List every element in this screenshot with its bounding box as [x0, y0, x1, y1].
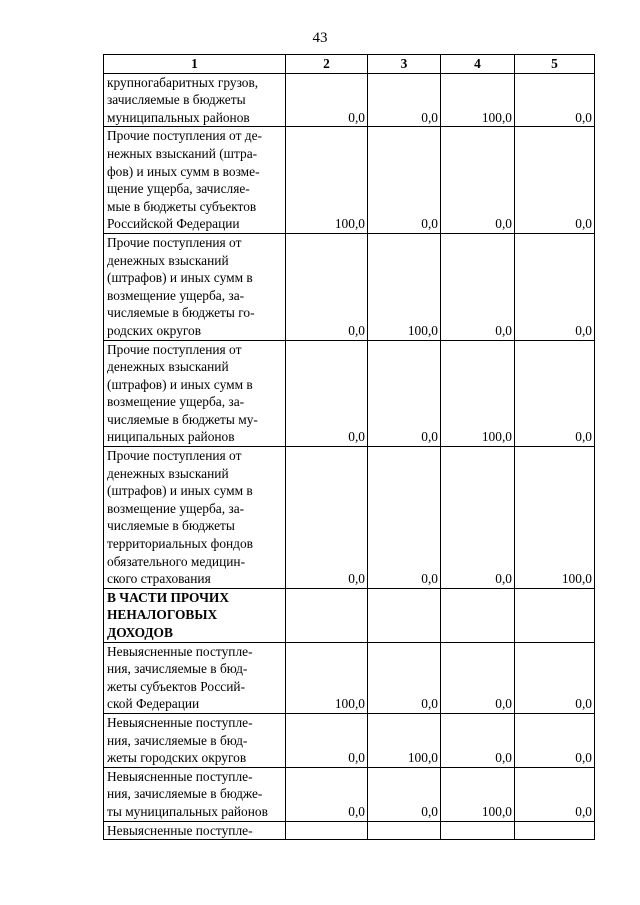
table-row: [104, 73, 595, 127]
share-value-col-3: 0,0: [368, 340, 441, 447]
description-line: нежных взысканий (штра-: [107, 145, 258, 161]
description-line: Прочие поступления от: [107, 341, 242, 357]
share-value-col-4: 100,0: [441, 73, 515, 127]
description-line: Прочие поступления от: [107, 448, 242, 464]
share-value-col-5: [515, 821, 595, 840]
share-value-col-4: 0,0: [441, 233, 515, 340]
description-line: (штрафов) и иных сумм в: [107, 483, 253, 499]
description-line: жеты городских округов: [107, 750, 247, 766]
description-line: числяемые в бюджеты: [107, 518, 235, 534]
description-line: жеты субъектов Россий-: [107, 678, 246, 694]
share-value-col-4: 100,0: [441, 340, 515, 447]
share-value-col-2: 0,0: [286, 73, 368, 127]
description-line: мые в бюджеты субъектов: [107, 198, 257, 214]
description-line: денежных взысканий: [107, 465, 229, 481]
table-header-row: [104, 55, 595, 74]
description-line: ской Федерации: [107, 696, 200, 712]
description-line: числяемые в бюджеты му-: [107, 411, 258, 427]
table-row: [104, 713, 595, 767]
description-line: ты муниципальных районов: [107, 803, 268, 819]
share-value-col-2: 0,0: [286, 713, 368, 767]
table-row: [104, 127, 595, 234]
description-line: денежных взысканий: [107, 359, 229, 375]
description-line: (штрафов) и иных сумм в: [107, 270, 253, 286]
description-line: ского страхования: [107, 571, 211, 587]
share-value-col-2: 100,0: [286, 642, 368, 713]
description-line: фов) и иных сумм в возме-: [107, 163, 260, 179]
share-value-col-3: [368, 588, 441, 642]
revenue-description: [104, 767, 286, 821]
revenue-description: [104, 447, 286, 589]
revenue-description: [104, 588, 286, 642]
revenue-description: [104, 713, 286, 767]
description-line: Российской Федерации: [107, 216, 240, 232]
page-number: 43: [312, 30, 328, 46]
description-line: крупногабаритных грузов,: [107, 74, 259, 90]
share-value-col-4: 0,0: [441, 713, 515, 767]
description-line: ниципальных районов: [107, 429, 235, 445]
share-value-col-4: 0,0: [441, 127, 515, 234]
column-header-4: 4: [441, 55, 515, 74]
description-line: ния, зачисляемые в бюд-: [107, 732, 248, 748]
share-value-col-2: 0,0: [286, 340, 368, 447]
revenue-description: [104, 821, 286, 840]
description-line: обязательного медицин-: [107, 553, 246, 569]
description-line: щение ущерба, зачисляе-: [107, 181, 250, 197]
revenue-description: [104, 642, 286, 713]
description-line: В ЧАСТИ ПРОЧИХ: [107, 589, 229, 605]
share-value-col-5: 0,0: [515, 73, 595, 127]
description-line: ния, зачисляемые в бюдже-: [107, 786, 263, 802]
budget-distribution-table: [103, 54, 595, 840]
description-line: (штрафов) и иных сумм в: [107, 376, 253, 392]
share-value-col-3: 0,0: [368, 767, 441, 821]
share-value-col-5: 0,0: [515, 127, 595, 234]
share-value-col-5: 0,0: [515, 233, 595, 340]
share-value-col-5: 0,0: [515, 767, 595, 821]
share-value-col-4: 0,0: [441, 447, 515, 589]
description-line: возмещение ущерба, за-: [107, 394, 245, 410]
share-value-col-3: 100,0: [368, 233, 441, 340]
description-line: Невыясненные поступле-: [107, 822, 253, 838]
description-line: ния, зачисляемые в бюд-: [107, 661, 248, 677]
table-row: [104, 767, 595, 821]
description-line: Невыясненные поступле-: [107, 768, 253, 784]
column-header-3: 3: [368, 55, 441, 74]
share-value-col-3: 0,0: [368, 127, 441, 234]
column-header-1: 1: [104, 55, 286, 74]
table-row: [104, 340, 595, 447]
share-value-col-3: 0,0: [368, 447, 441, 589]
description-line: Невыясненные поступле-: [107, 643, 253, 659]
share-value-col-3: [368, 821, 441, 840]
share-value-col-2: [286, 588, 368, 642]
share-value-col-5: 0,0: [515, 642, 595, 713]
share-value-col-2: 0,0: [286, 447, 368, 589]
share-value-col-4: [441, 821, 515, 840]
description-line: родских округов: [107, 322, 202, 338]
description-line: Невыясненные поступле-: [107, 714, 253, 730]
share-value-col-4: 100,0: [441, 767, 515, 821]
description-line: НЕНАЛОГОВЫХ: [107, 607, 218, 623]
share-value-col-2: 0,0: [286, 767, 368, 821]
share-value-col-3: 0,0: [368, 642, 441, 713]
description-line: территориальных фондов: [107, 536, 254, 552]
share-value-col-5: 100,0: [515, 447, 595, 589]
share-value-col-2: 100,0: [286, 127, 368, 234]
revenue-description: [104, 127, 286, 234]
revenue-description: [104, 340, 286, 447]
description-line: Прочие поступления от де-: [107, 128, 262, 144]
revenue-description: [104, 233, 286, 340]
section-heading-row: [104, 588, 595, 642]
description-line: зачисляемые в бюджеты: [107, 92, 246, 108]
share-value-col-2: 0,0: [286, 233, 368, 340]
share-value-col-4: 0,0: [441, 642, 515, 713]
table-row: [104, 447, 595, 589]
share-value-col-5: [515, 588, 595, 642]
table-row: [104, 642, 595, 713]
revenue-description: [104, 73, 286, 127]
table-row: [104, 233, 595, 340]
description-line: денежных взысканий: [107, 252, 229, 268]
share-value-col-3: 100,0: [368, 713, 441, 767]
description-line: возмещение ущерба, за-: [107, 287, 245, 303]
share-value-col-3: 0,0: [368, 73, 441, 127]
description-line: числяемые в бюджеты го-: [107, 305, 255, 321]
description-line: возмещение ущерба, за-: [107, 500, 245, 516]
share-value-col-5: 0,0: [515, 340, 595, 447]
description-line: Прочие поступления от: [107, 234, 242, 250]
column-header-2: 2: [286, 55, 368, 74]
share-value-col-5: 0,0: [515, 713, 595, 767]
table-row: [104, 821, 595, 840]
description-line: ДОХОДОВ: [107, 625, 173, 640]
description-line: муниципальных районов: [107, 109, 250, 125]
share-value-col-4: [441, 588, 515, 642]
column-header-5: 5: [515, 55, 595, 74]
share-value-col-2: [286, 821, 368, 840]
